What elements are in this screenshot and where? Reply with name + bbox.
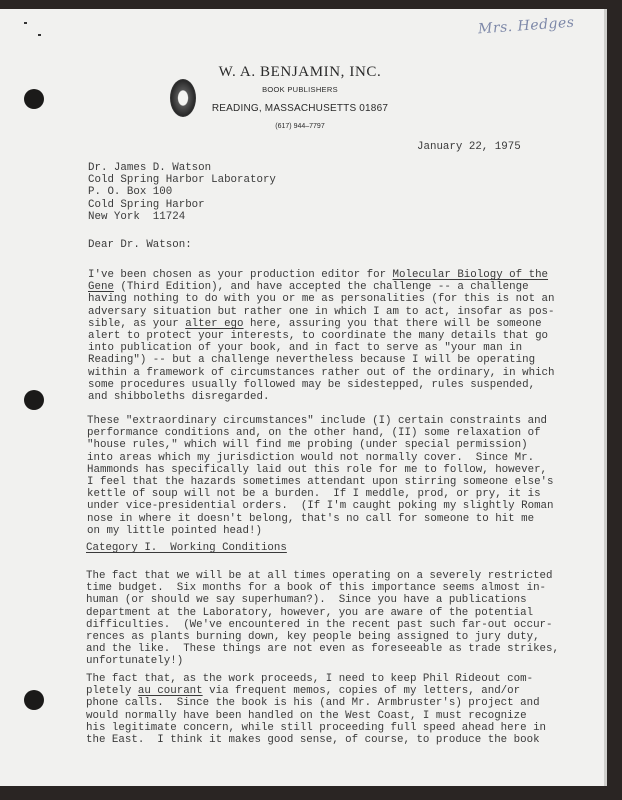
speck <box>38 34 41 36</box>
text-segment: via frequent memos, copies of my letters, and/or <box>202 685 521 698</box>
punch-hole <box>24 89 44 109</box>
text-segment: into publication of your book, and in fact to serve as "your man in <box>88 342 523 355</box>
recipient-line: Cold Spring Harbor <box>88 198 205 211</box>
text-segment: would normally have been handled on the West Coast, I must recognize <box>86 709 527 722</box>
text-segment: and the like. These things are not even as foreseeable as trade strikes, <box>86 643 559 656</box>
text-segment: adversary situation but rather one in which I am to act, insofar as pos- <box>88 305 555 318</box>
text-segment: human (or should we say superhuman?). Since you have a publications <box>86 594 527 607</box>
text-line <box>86 619 559 631</box>
text-line <box>86 643 559 655</box>
text-line <box>88 318 555 330</box>
text-line <box>86 594 559 606</box>
letter-date: January 22, 1975 <box>417 141 521 153</box>
text-line <box>88 354 555 366</box>
text-line <box>87 488 554 500</box>
text-line <box>88 330 555 342</box>
recipient-address <box>88 162 276 223</box>
text-line <box>86 655 559 667</box>
recipient-line: New York 11724 <box>88 210 186 223</box>
company-address: READING, MASSACHUSETTS 01867 <box>211 103 389 114</box>
page-edge <box>604 9 607 786</box>
text-segment: phone calls. Since the book is his (and Mr. Armbruster's) project and <box>86 697 540 710</box>
text-segment: I've been chosen as your production editor for <box>88 269 393 281</box>
text-line <box>86 570 559 582</box>
underlined-text: Gene <box>88 281 114 294</box>
company-phone: (617) 944–7797 <box>275 123 325 130</box>
paragraph-3 <box>86 570 559 668</box>
text-line <box>87 476 554 488</box>
text-segment: kettle of soup will not be a burden. If I meddle, prod, or pry, it is <box>87 488 541 501</box>
underlined-text: Molecular Biology of the <box>392 269 549 281</box>
text-segment: having nothing to do with you or me as personalities (for this is not an <box>88 293 555 306</box>
recipient-line: Dr. James D. Watson <box>88 162 212 174</box>
text-line <box>86 734 546 746</box>
text-line <box>88 269 555 281</box>
text-line <box>88 379 555 391</box>
handwritten-annotation: Mrs. Hedges <box>477 14 575 38</box>
text-segment: into areas which my jurisdiction would not normally cover. Since Mr. <box>87 451 535 464</box>
recipient-line: Cold Spring Harbor Laboratory <box>88 174 276 187</box>
publisher-logo-icon <box>170 79 196 117</box>
text-line <box>86 673 546 685</box>
text-line <box>86 631 559 643</box>
text-line <box>87 513 554 525</box>
text-line <box>88 306 555 318</box>
underlined-text: alter ego <box>185 317 244 330</box>
recipient-line: P. O. Box 100 <box>88 186 173 199</box>
text-line <box>88 293 555 305</box>
text-line <box>88 391 555 403</box>
speck <box>24 22 27 24</box>
paragraph-4 <box>86 673 546 746</box>
text-segment: Reading") -- but a challenge nevertheless because I will be operating <box>88 354 536 367</box>
punch-hole <box>24 390 44 410</box>
text-segment: time budget. Six months for a book of this importance seems almost in- <box>86 582 547 595</box>
text-segment: (Third Edition), and have accepted the challenge -- a challenge <box>113 281 529 294</box>
text-line <box>87 427 554 439</box>
text-segment: pletely <box>86 685 138 698</box>
text-segment: performance conditions and, on the other hand, (II) some relaxation of <box>87 427 541 440</box>
text-line <box>87 500 554 512</box>
text-segment: and shibboleths disregarded. <box>88 390 270 403</box>
text-segment: I feel that the hazards sometimes attendant upon stirring someone else's <box>87 475 554 488</box>
text-segment: sible, as your <box>88 317 186 330</box>
text-line <box>87 525 554 537</box>
salutation: Dear Dr. Watson: <box>88 239 192 251</box>
text-line <box>87 415 554 427</box>
text-line <box>88 367 555 379</box>
text-line <box>86 607 559 619</box>
text-segment: difficulties. (We've encountered in the recent past such far-out occur- <box>86 618 553 631</box>
paragraph-2 <box>87 415 554 537</box>
text-segment: "house rules," which will find me probing (under special permission) <box>87 439 528 452</box>
text-segment: here, assuring you that there will be someone <box>243 317 542 330</box>
text-segment: on my little pointed head!) <box>87 524 262 537</box>
text-line <box>87 452 554 464</box>
text-segment: rences as plants burning down, key people being assigned to jury duty, <box>86 630 540 643</box>
punch-hole <box>24 690 44 710</box>
text-segment: the East. I think it makes good sense, of course, to produce the book <box>86 733 540 746</box>
text-line <box>87 439 554 451</box>
underlined-text: Category I. Working Conditions <box>86 542 287 554</box>
paragraph-1 <box>88 269 555 403</box>
text-segment: The fact that, as the work proceeds, I need to keep Phil Rideout com- <box>86 673 534 685</box>
text-line <box>88 342 555 354</box>
text-line <box>86 710 546 722</box>
text-segment: department at the Laboratory, however, you are aware of the potential <box>86 606 534 619</box>
text-segment: These "extraordinary circumstances" include (I) certain constraints and <box>87 415 548 427</box>
text-segment: Hammonds has specifically laid out this role for me to follow, however, <box>87 463 548 476</box>
text-line <box>86 697 546 709</box>
text-segment: some procedures usually followed may be sidestepped, rules suspended, <box>88 378 536 391</box>
text-segment: within a framework of circumstances rather out of the ordinary, in which <box>88 366 555 379</box>
text-segment: his legitimate concern, while still proceeding full speed ahead here in <box>86 721 547 734</box>
section-heading <box>86 542 287 554</box>
text-line <box>86 685 546 697</box>
underlined-text: au courant <box>137 685 203 698</box>
text-segment: unfortunately!) <box>86 655 184 668</box>
text-line <box>87 464 554 476</box>
text-line <box>88 281 555 293</box>
company-name: W. A. BENJAMIN, INC. <box>218 64 382 80</box>
company-tagline: BOOK PUBLISHERS <box>262 85 338 94</box>
text-segment: The fact that we will be at all times operating on a severely restricted <box>86 570 553 582</box>
text-segment: under vice-presidential orders. (If I'm caught poking my slightly Roman <box>87 500 554 513</box>
text-segment: nose in where it doesn't belong, that's no call for someone to hit me <box>87 512 535 525</box>
text-line <box>86 722 546 734</box>
text-line <box>86 542 287 554</box>
text-line <box>86 582 559 594</box>
text-segment: alert to protect your interests, to coordinate the many details that go <box>88 329 549 342</box>
